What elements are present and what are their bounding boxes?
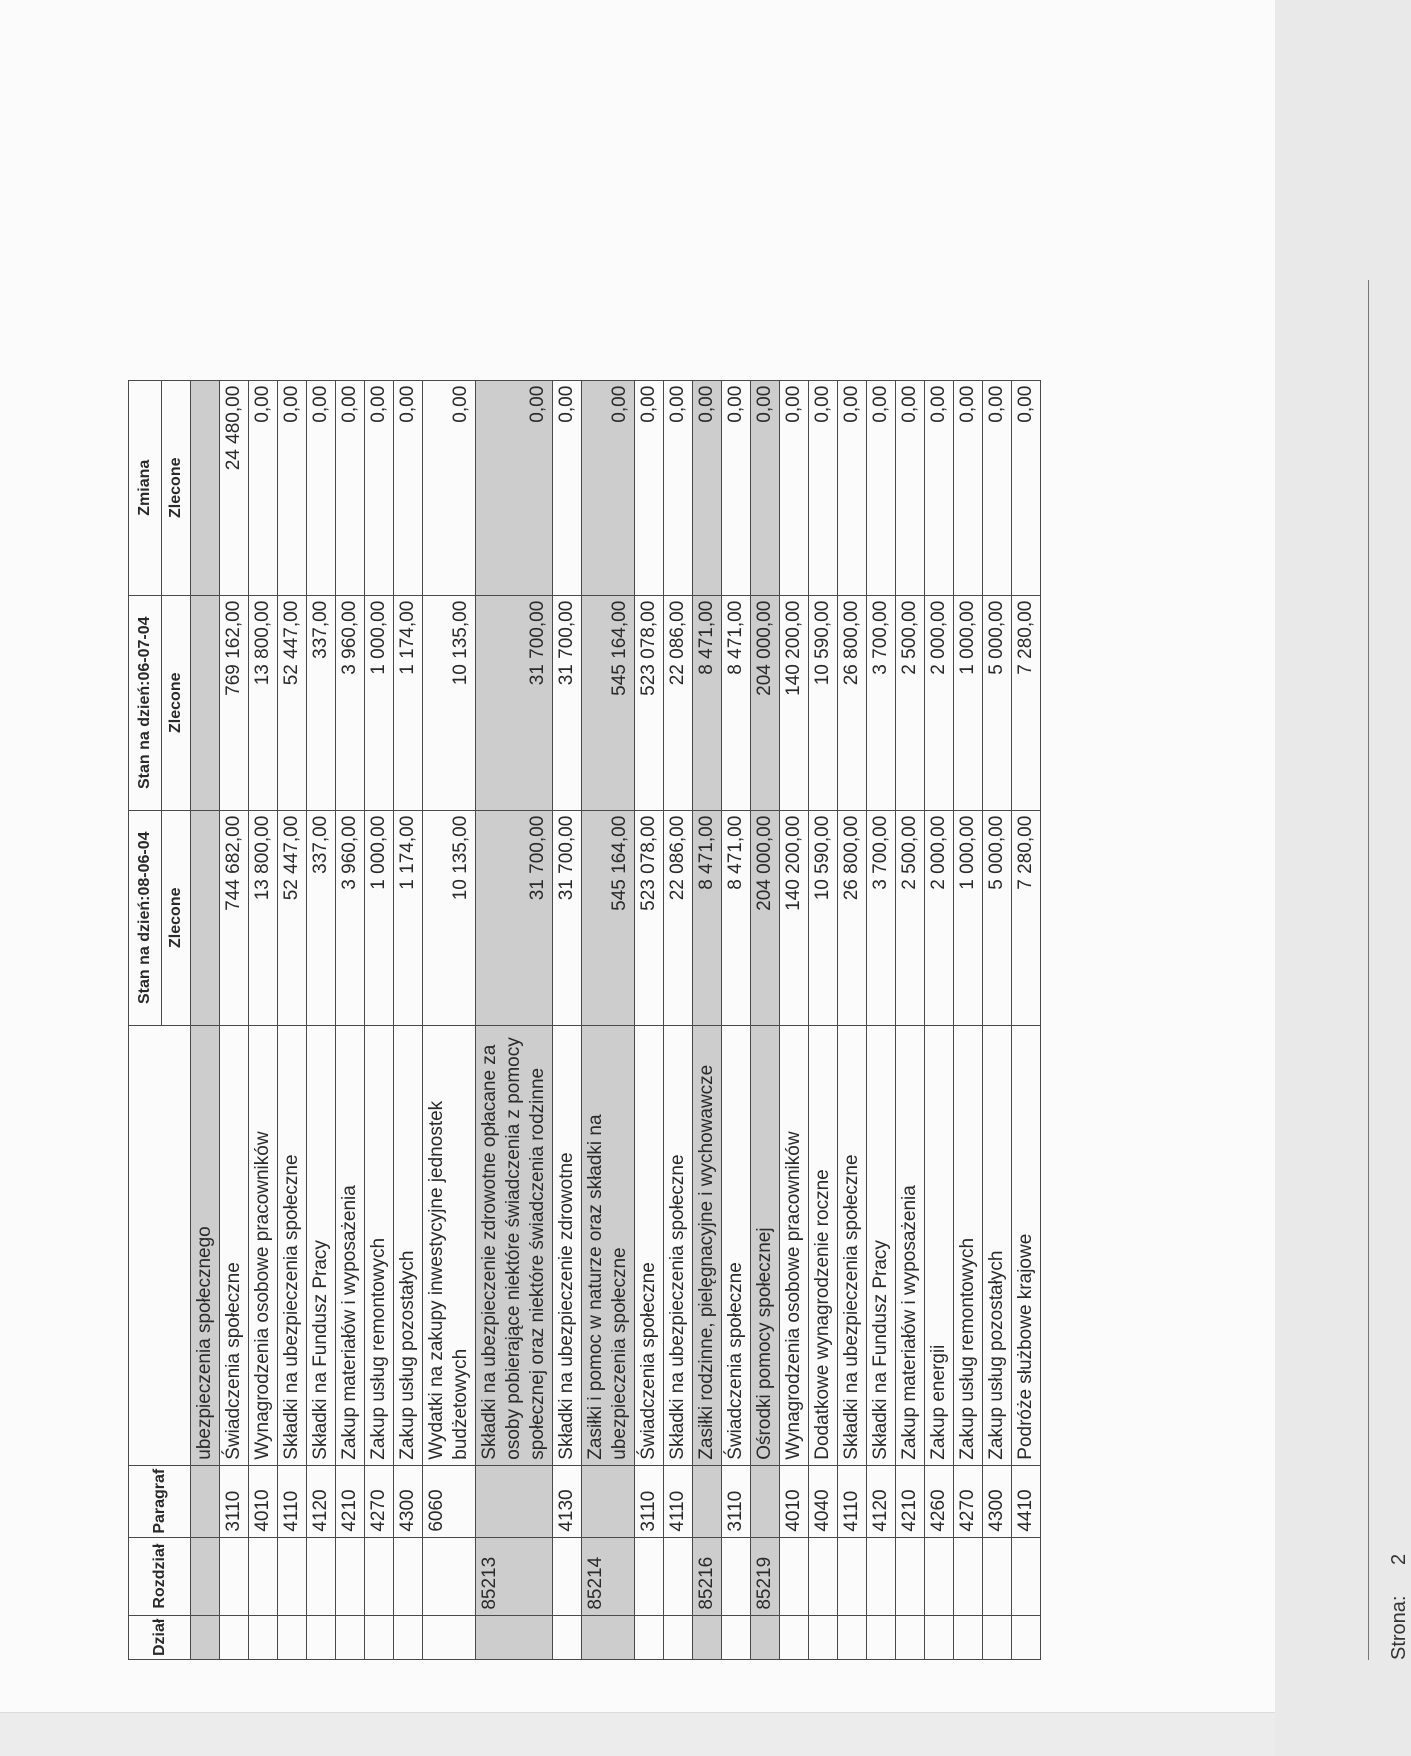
cell-paragraf: 4110 [838, 1465, 867, 1537]
cell-paragraf: 6060 [423, 1465, 476, 1537]
cell-paragraf: 4210 [336, 1465, 365, 1537]
cell-value-stan-1: 204 000,00 [751, 810, 780, 1025]
table-row [809, 380, 838, 1659]
cell-value-stan-1: 3 700,00 [867, 810, 896, 1025]
cell-value-stan-1: 10 590,00 [809, 810, 838, 1025]
table-row [780, 380, 809, 1659]
cell-description: Świadczenia społeczne [220, 1025, 249, 1465]
cell-value-stan-1: 3 960,00 [336, 810, 365, 1025]
cell-value-stan-2: 1 000,00 [365, 595, 394, 810]
cell-rozdzial [925, 1537, 954, 1615]
table-row [1012, 380, 1041, 1659]
cell-rozdzial: 85213 [476, 1537, 553, 1615]
cell-dzial [365, 1615, 394, 1659]
cell-value-stan-2 [191, 595, 220, 810]
cell-rozdzial [278, 1537, 307, 1615]
cell-value-zmiana: 0,00 [423, 380, 476, 595]
table-row [925, 380, 954, 1659]
cell-description: Zasiłki rodzinne, pielęgnacyjne i wychowawcze [693, 1025, 722, 1465]
cell-dzial [249, 1615, 278, 1659]
cell-dzial [582, 1615, 635, 1659]
cell-paragraf [751, 1465, 780, 1537]
cell-dzial [220, 1615, 249, 1659]
cell-rozdzial [809, 1537, 838, 1615]
cell-value-stan-1: 523 078,00 [635, 810, 664, 1025]
table-row [191, 380, 220, 1659]
cell-value-stan-1: 337,00 [307, 810, 336, 1025]
cell-description: Dodatkowe wynagrodzenie roczne [809, 1025, 838, 1465]
cell-rozdzial [954, 1537, 983, 1615]
cell-value-zmiana: 0,00 [722, 380, 751, 595]
cell-value-stan-1: 8 471,00 [693, 810, 722, 1025]
table-row [365, 380, 394, 1659]
cell-rozdzial [553, 1537, 582, 1615]
cell-dzial [394, 1615, 423, 1659]
cell-dzial [780, 1615, 809, 1659]
cell-dzial [476, 1615, 553, 1659]
table-row [896, 380, 925, 1659]
cell-paragraf: 4010 [780, 1465, 809, 1537]
table-row [983, 380, 1012, 1659]
cell-value-zmiana: 0,00 [780, 380, 809, 595]
table-row [751, 380, 780, 1659]
cell-value-zmiana: 0,00 [664, 380, 693, 595]
cell-dzial [553, 1615, 582, 1659]
cell-value-zmiana: 0,00 [553, 380, 582, 595]
cell-value-zmiana: 0,00 [365, 380, 394, 595]
cell-dzial [954, 1615, 983, 1659]
cell-value-stan-1: 26 800,00 [838, 810, 867, 1025]
cell-dzial [693, 1615, 722, 1659]
cell-description: ubezpieczenia społecznego [191, 1025, 220, 1465]
cell-paragraf: 4260 [925, 1465, 954, 1537]
cell-paragraf: 4300 [983, 1465, 1012, 1537]
cell-value-stan-2: 523 078,00 [635, 595, 664, 810]
cell-value-stan-1: 1 000,00 [954, 810, 983, 1025]
cell-value-stan-1: 5 000,00 [983, 810, 1012, 1025]
cell-value-stan-1: 7 280,00 [1012, 810, 1041, 1025]
cell-paragraf [476, 1465, 553, 1537]
cell-dzial [838, 1615, 867, 1659]
cell-paragraf: 4130 [553, 1465, 582, 1537]
cell-dzial [896, 1615, 925, 1659]
cell-description: Składki na ubezpieczenia społeczne [278, 1025, 307, 1465]
cell-value-zmiana: 0,00 [476, 380, 553, 595]
cell-description: Zasiłki i pomoc w naturze oraz składki na ubezpieczenia społeczne [582, 1025, 635, 1465]
cell-dzial [423, 1615, 476, 1659]
cell-paragraf [693, 1465, 722, 1537]
cell-paragraf: 4270 [365, 1465, 394, 1537]
cell-rozdzial [191, 1537, 220, 1615]
cell-rozdzial: 85219 [751, 1537, 780, 1615]
cell-value-stan-2: 545 164,00 [582, 595, 635, 810]
header-rozdzial: Rozdział [129, 1537, 191, 1615]
cell-value-zmiana: 0,00 [838, 380, 867, 595]
table-row [867, 380, 896, 1659]
cell-value-zmiana: 0,00 [1012, 380, 1041, 595]
cell-value-stan-1: 8 471,00 [722, 810, 751, 1025]
cell-description: Świadczenia społeczne [635, 1025, 664, 1465]
cell-value-stan-1: 13 800,00 [249, 810, 278, 1025]
cell-value-stan-1: 1 174,00 [394, 810, 423, 1025]
cell-rozdzial [365, 1537, 394, 1615]
cell-rozdzial: 85216 [693, 1537, 722, 1615]
cell-paragraf: 4270 [954, 1465, 983, 1537]
cell-value-stan-2: 1 000,00 [954, 595, 983, 810]
header-description [129, 1025, 191, 1465]
subheader-zlecone-3: Zlecone [162, 380, 191, 595]
cell-value-stan-1: 2 500,00 [896, 810, 925, 1025]
cell-dzial [307, 1615, 336, 1659]
cell-value-stan-2: 52 447,00 [278, 595, 307, 810]
cell-value-stan-1: 545 164,00 [582, 810, 635, 1025]
cell-dzial [191, 1615, 220, 1659]
cell-description: Świadczenia społeczne [722, 1025, 751, 1465]
cell-value-zmiana: 0,00 [278, 380, 307, 595]
cell-value-stan-1: 1 000,00 [365, 810, 394, 1025]
table-row [423, 380, 476, 1659]
cell-value-stan-2: 22 086,00 [664, 595, 693, 810]
cell-value-stan-2: 31 700,00 [476, 595, 553, 810]
cell-dzial [1012, 1615, 1041, 1659]
cell-description: Zakup usług remontowych [954, 1025, 983, 1465]
table-row [838, 380, 867, 1659]
cell-value-stan-2: 3 960,00 [336, 595, 365, 810]
cell-dzial [664, 1615, 693, 1659]
cell-paragraf: 4410 [1012, 1465, 1041, 1537]
cell-rozdzial [780, 1537, 809, 1615]
cell-description: Składki na Fundusz Pracy [307, 1025, 336, 1465]
table-row [394, 380, 423, 1659]
subheader-zlecone-1: Zlecone [162, 810, 191, 1025]
cell-rozdzial [336, 1537, 365, 1615]
table-row [722, 380, 751, 1659]
cell-value-stan-2: 2 500,00 [896, 595, 925, 810]
cell-rozdzial [896, 1537, 925, 1615]
cell-value-stan-2: 10 590,00 [809, 595, 838, 810]
rotated-document [128, 280, 1410, 1660]
cell-value-zmiana: 0,00 [896, 380, 925, 595]
cell-paragraf: 4120 [867, 1465, 896, 1537]
cell-value-zmiana: 0,00 [925, 380, 954, 595]
cell-dzial [336, 1615, 365, 1659]
table-row [307, 380, 336, 1659]
page-number: 2 [1388, 1553, 1410, 1565]
cell-rozdzial [664, 1537, 693, 1615]
table-row [954, 380, 983, 1659]
cell-description: Składki na ubezpieczenie zdrowotne [553, 1025, 582, 1465]
cell-value-stan-1: 31 700,00 [476, 810, 553, 1025]
subheader-zlecone-2: Zlecone [162, 595, 191, 810]
cell-value-stan-1: 744 682,00 [220, 810, 249, 1025]
cell-value-stan-1 [191, 810, 220, 1025]
cell-value-zmiana: 0,00 [307, 380, 336, 595]
cell-value-stan-1: 140 200,00 [780, 810, 809, 1025]
cell-rozdzial [722, 1537, 751, 1615]
cell-paragraf: 4120 [307, 1465, 336, 1537]
cell-value-stan-1: 52 447,00 [278, 810, 307, 1025]
table-row [220, 380, 249, 1659]
cell-dzial [722, 1615, 751, 1659]
cell-description: Zakup usług remontowych [365, 1025, 394, 1465]
cell-paragraf: 4110 [664, 1465, 693, 1537]
cell-value-stan-2: 8 471,00 [693, 595, 722, 810]
cell-value-stan-2: 2 000,00 [925, 595, 954, 810]
cell-description: Składki na ubezpieczenia społeczne [664, 1025, 693, 1465]
cell-value-stan-1: 22 086,00 [664, 810, 693, 1025]
table-row [635, 380, 664, 1659]
cell-dzial [635, 1615, 664, 1659]
cell-paragraf: 4010 [249, 1465, 278, 1537]
cell-value-zmiana: 24 480,00 [220, 380, 249, 595]
cell-description: Składki na Fundusz Pracy [867, 1025, 896, 1465]
cell-value-stan-2: 337,00 [307, 595, 336, 810]
table-row [582, 380, 635, 1659]
cell-description: Ośrodki pomocy społecznej [751, 1025, 780, 1465]
table-row [336, 380, 365, 1659]
cell-paragraf [582, 1465, 635, 1537]
cell-rozdzial [307, 1537, 336, 1615]
page-label: Strona: [1388, 1595, 1410, 1660]
cell-value-zmiana: 0,00 [983, 380, 1012, 595]
cell-value-stan-1: 10 135,00 [423, 810, 476, 1025]
cell-value-stan-2: 5 000,00 [983, 595, 1012, 810]
header-stan-2: Stan na dzień:06-07-04 [129, 595, 162, 810]
cell-description: Składki na ubezpieczenia społeczne [838, 1025, 867, 1465]
cell-dzial [278, 1615, 307, 1659]
cell-dzial [983, 1615, 1012, 1659]
table-row [664, 380, 693, 1659]
cell-value-zmiana: 0,00 [336, 380, 365, 595]
cell-dzial [925, 1615, 954, 1659]
cell-paragraf: 4040 [809, 1465, 838, 1537]
scan-bottom-edge [0, 1712, 1275, 1756]
cell-value-zmiana: 0,00 [809, 380, 838, 595]
table-row [476, 380, 553, 1659]
cell-value-zmiana: 0,00 [954, 380, 983, 595]
cell-description: Wynagrodzenia osobowe pracowników [249, 1025, 278, 1465]
cell-description: Składki na ubezpieczenie zdrowotne opłacane za osoby pobierające niektóre świadczenia z pomocy społecznej oraz niektóre świadczenia rodzinne [476, 1025, 553, 1465]
cell-rozdzial [423, 1537, 476, 1615]
cell-value-zmiana: 0,00 [693, 380, 722, 595]
cell-value-stan-2: 140 200,00 [780, 595, 809, 810]
header-zmiana: Zmiana [129, 380, 162, 595]
cell-description: Zakup energii [925, 1025, 954, 1465]
cell-rozdzial [220, 1537, 249, 1615]
cell-value-stan-1: 2 000,00 [925, 810, 954, 1025]
cell-value-stan-2: 31 700,00 [553, 595, 582, 810]
cell-value-stan-2: 7 280,00 [1012, 595, 1041, 810]
cell-description: Zakup usług pozostałych [394, 1025, 423, 1465]
cell-dzial [809, 1615, 838, 1659]
header-dzial: Dział [129, 1615, 191, 1659]
cell-rozdzial [983, 1537, 1012, 1615]
cell-value-zmiana: 0,00 [249, 380, 278, 595]
cell-paragraf: 3110 [220, 1465, 249, 1537]
cell-description: Zakup usług pozostałych [983, 1025, 1012, 1465]
table-row [278, 380, 307, 1659]
cell-description: Zakup materiałów i wyposażenia [896, 1025, 925, 1465]
cell-value-stan-2: 26 800,00 [838, 595, 867, 810]
cell-rozdzial: 85214 [582, 1537, 635, 1615]
cell-rozdzial [249, 1537, 278, 1615]
cell-dzial [867, 1615, 896, 1659]
cell-rozdzial [635, 1537, 664, 1615]
cell-value-stan-2: 8 471,00 [722, 595, 751, 810]
cell-paragraf: 3110 [722, 1465, 751, 1537]
table-row [553, 380, 582, 1659]
cell-paragraf: 4300 [394, 1465, 423, 1537]
cell-rozdzial [838, 1537, 867, 1615]
cell-value-zmiana [191, 380, 220, 595]
table-row [693, 380, 722, 1659]
cell-value-stan-2: 3 700,00 [867, 595, 896, 810]
cell-value-stan-2: 10 135,00 [423, 595, 476, 810]
cell-value-zmiana: 0,00 [635, 380, 664, 595]
cell-rozdzial [1012, 1537, 1041, 1615]
budget-table [128, 380, 1041, 1660]
cell-description: Wydatki na zakupy inwestycyjne jednostek budżetowych [423, 1025, 476, 1465]
cell-description: Wynagrodzenia osobowe pracowników [780, 1025, 809, 1465]
cell-rozdzial [394, 1537, 423, 1615]
cell-value-stan-2: 204 000,00 [751, 595, 780, 810]
cell-paragraf: 4210 [896, 1465, 925, 1537]
cell-value-zmiana: 0,00 [394, 380, 423, 595]
table-row [249, 380, 278, 1659]
table-body [191, 380, 1041, 1659]
cell-value-zmiana: 0,00 [751, 380, 780, 595]
cell-description: Podróże służbowe krajowe [1012, 1025, 1041, 1465]
cell-paragraf: 3110 [635, 1465, 664, 1537]
header-stan-1: Stan na dzień:08-06-04 [129, 810, 162, 1025]
cell-rozdzial [867, 1537, 896, 1615]
cell-value-zmiana: 0,00 [582, 380, 635, 595]
cell-value-stan-2: 769 162,00 [220, 595, 249, 810]
footer-rule [1368, 280, 1369, 1660]
cell-value-stan-2: 13 800,00 [249, 595, 278, 810]
cell-dzial [751, 1615, 780, 1659]
cell-value-zmiana: 0,00 [867, 380, 896, 595]
cell-value-stan-1: 31 700,00 [553, 810, 582, 1025]
cell-description: Zakup materiałów i wyposażenia [336, 1025, 365, 1465]
cell-paragraf: 4110 [278, 1465, 307, 1537]
header-paragraf: Paragraf [129, 1465, 191, 1537]
cell-paragraf [191, 1465, 220, 1537]
cell-value-stan-2: 1 174,00 [394, 595, 423, 810]
